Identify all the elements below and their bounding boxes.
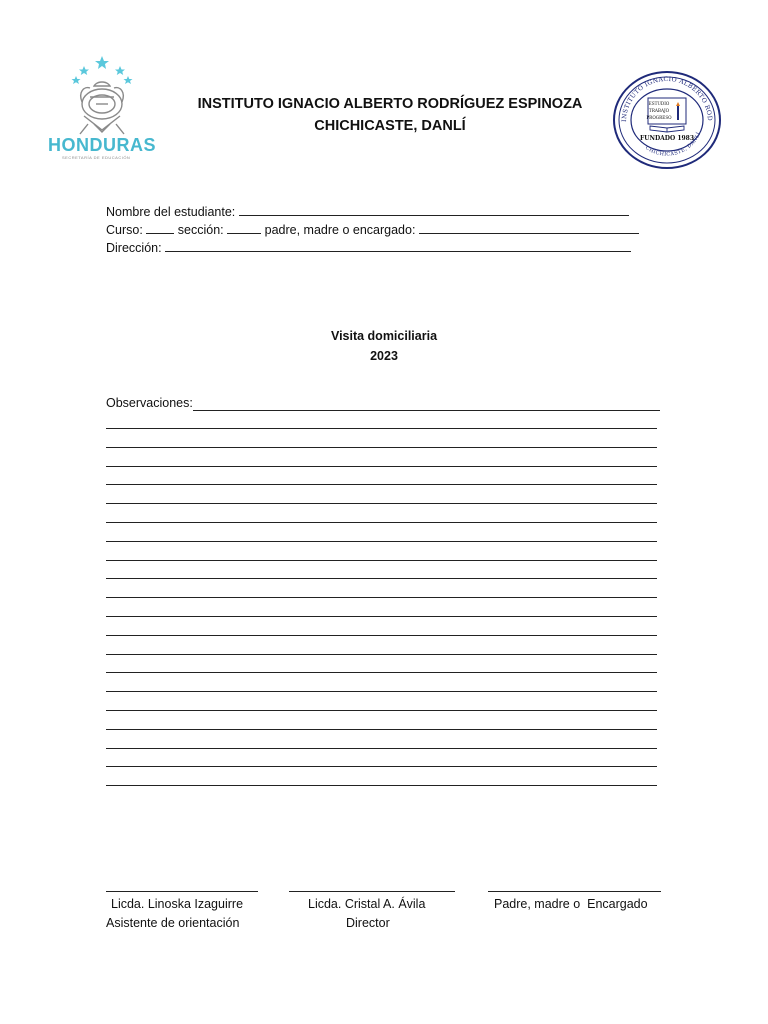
observation-line[interactable]	[106, 635, 657, 636]
document-year: 2023	[370, 349, 398, 363]
observation-line[interactable]	[106, 729, 657, 730]
course-row	[106, 221, 639, 239]
signature-role-director: Director	[346, 916, 390, 930]
course-field[interactable]	[146, 221, 174, 234]
observation-line[interactable]	[106, 748, 657, 749]
observation-line[interactable]	[106, 560, 657, 561]
honduras-crest-icon	[44, 52, 160, 144]
observation-line[interactable]	[106, 766, 657, 767]
observation-line[interactable]	[106, 541, 657, 542]
observation-line[interactable]	[106, 672, 657, 673]
address-row	[106, 239, 631, 257]
seal-ring-text: INSTITUTO IGNACIO ALBERTO ROD	[620, 75, 714, 123]
signature-name-orientation: Licda. Linoska Izaguirre	[111, 897, 244, 911]
observation-line[interactable]	[106, 654, 657, 655]
honduras-logo-subtitle: SECRETARÍA DE EDUCACIÓN	[62, 155, 131, 160]
seal-banner-2: TRABAJO	[648, 108, 670, 113]
seal-bottom-text: CHICHICASTE, DANLÍ	[644, 131, 703, 158]
honduras-logo-name: HONDURAS	[48, 135, 157, 155]
observation-line[interactable]	[106, 691, 657, 692]
signature-role-orientation: Asistente de orientación	[106, 916, 240, 930]
guardian-label: padre, madre o encargado:	[264, 223, 416, 237]
student-name-field[interactable]	[239, 203, 629, 216]
observation-line[interactable]	[106, 616, 657, 617]
observation-line[interactable]	[106, 466, 657, 467]
observation-line[interactable]	[106, 503, 657, 504]
document-title: Visita domiciliaria	[330, 329, 438, 343]
observation-line[interactable]	[106, 597, 657, 598]
signature-line-director[interactable]	[289, 891, 455, 892]
institute-seal-icon	[612, 70, 722, 170]
signature-name-director: Licda. Cristal A. Ávila	[308, 897, 426, 911]
section-field[interactable]	[227, 221, 261, 234]
section-label: sección:	[177, 223, 224, 237]
institute-seal	[612, 70, 722, 170]
observations-first-line[interactable]	[193, 410, 660, 411]
student-name-label: Nombre del estudiante:	[106, 205, 236, 219]
honduras-logo	[44, 52, 160, 164]
institute-name: INSTITUTO IGNACIO ALBERTO RODRÍGUEZ ESPINOZA	[197, 96, 583, 112]
observation-line[interactable]	[106, 785, 657, 786]
address-label: Dirección:	[106, 241, 162, 255]
observation-line[interactable]	[106, 710, 657, 711]
signature-line-orientation[interactable]	[106, 891, 258, 892]
observation-line[interactable]	[106, 484, 657, 485]
observation-line[interactable]	[106, 447, 657, 448]
seal-banner-3: PROGRESO	[646, 115, 672, 120]
address-field[interactable]	[165, 239, 631, 252]
observation-line[interactable]	[106, 522, 657, 523]
signature-line-guardian[interactable]	[488, 891, 661, 892]
observation-line[interactable]	[106, 578, 657, 579]
observation-line[interactable]	[106, 428, 657, 429]
student-name-row	[106, 203, 629, 221]
guardian-field[interactable]	[419, 221, 639, 234]
seal-banner-1: ESTUDIO	[648, 101, 670, 106]
institute-location: CHICHICASTE, DANLÍ	[314, 118, 466, 134]
observations-label: Observaciones:	[106, 396, 193, 410]
signature-name-guardian: Padre, madre o Encargado	[494, 897, 648, 911]
seal-founded: FUNDADO 1983	[639, 135, 695, 142]
course-label: Curso:	[106, 223, 143, 237]
